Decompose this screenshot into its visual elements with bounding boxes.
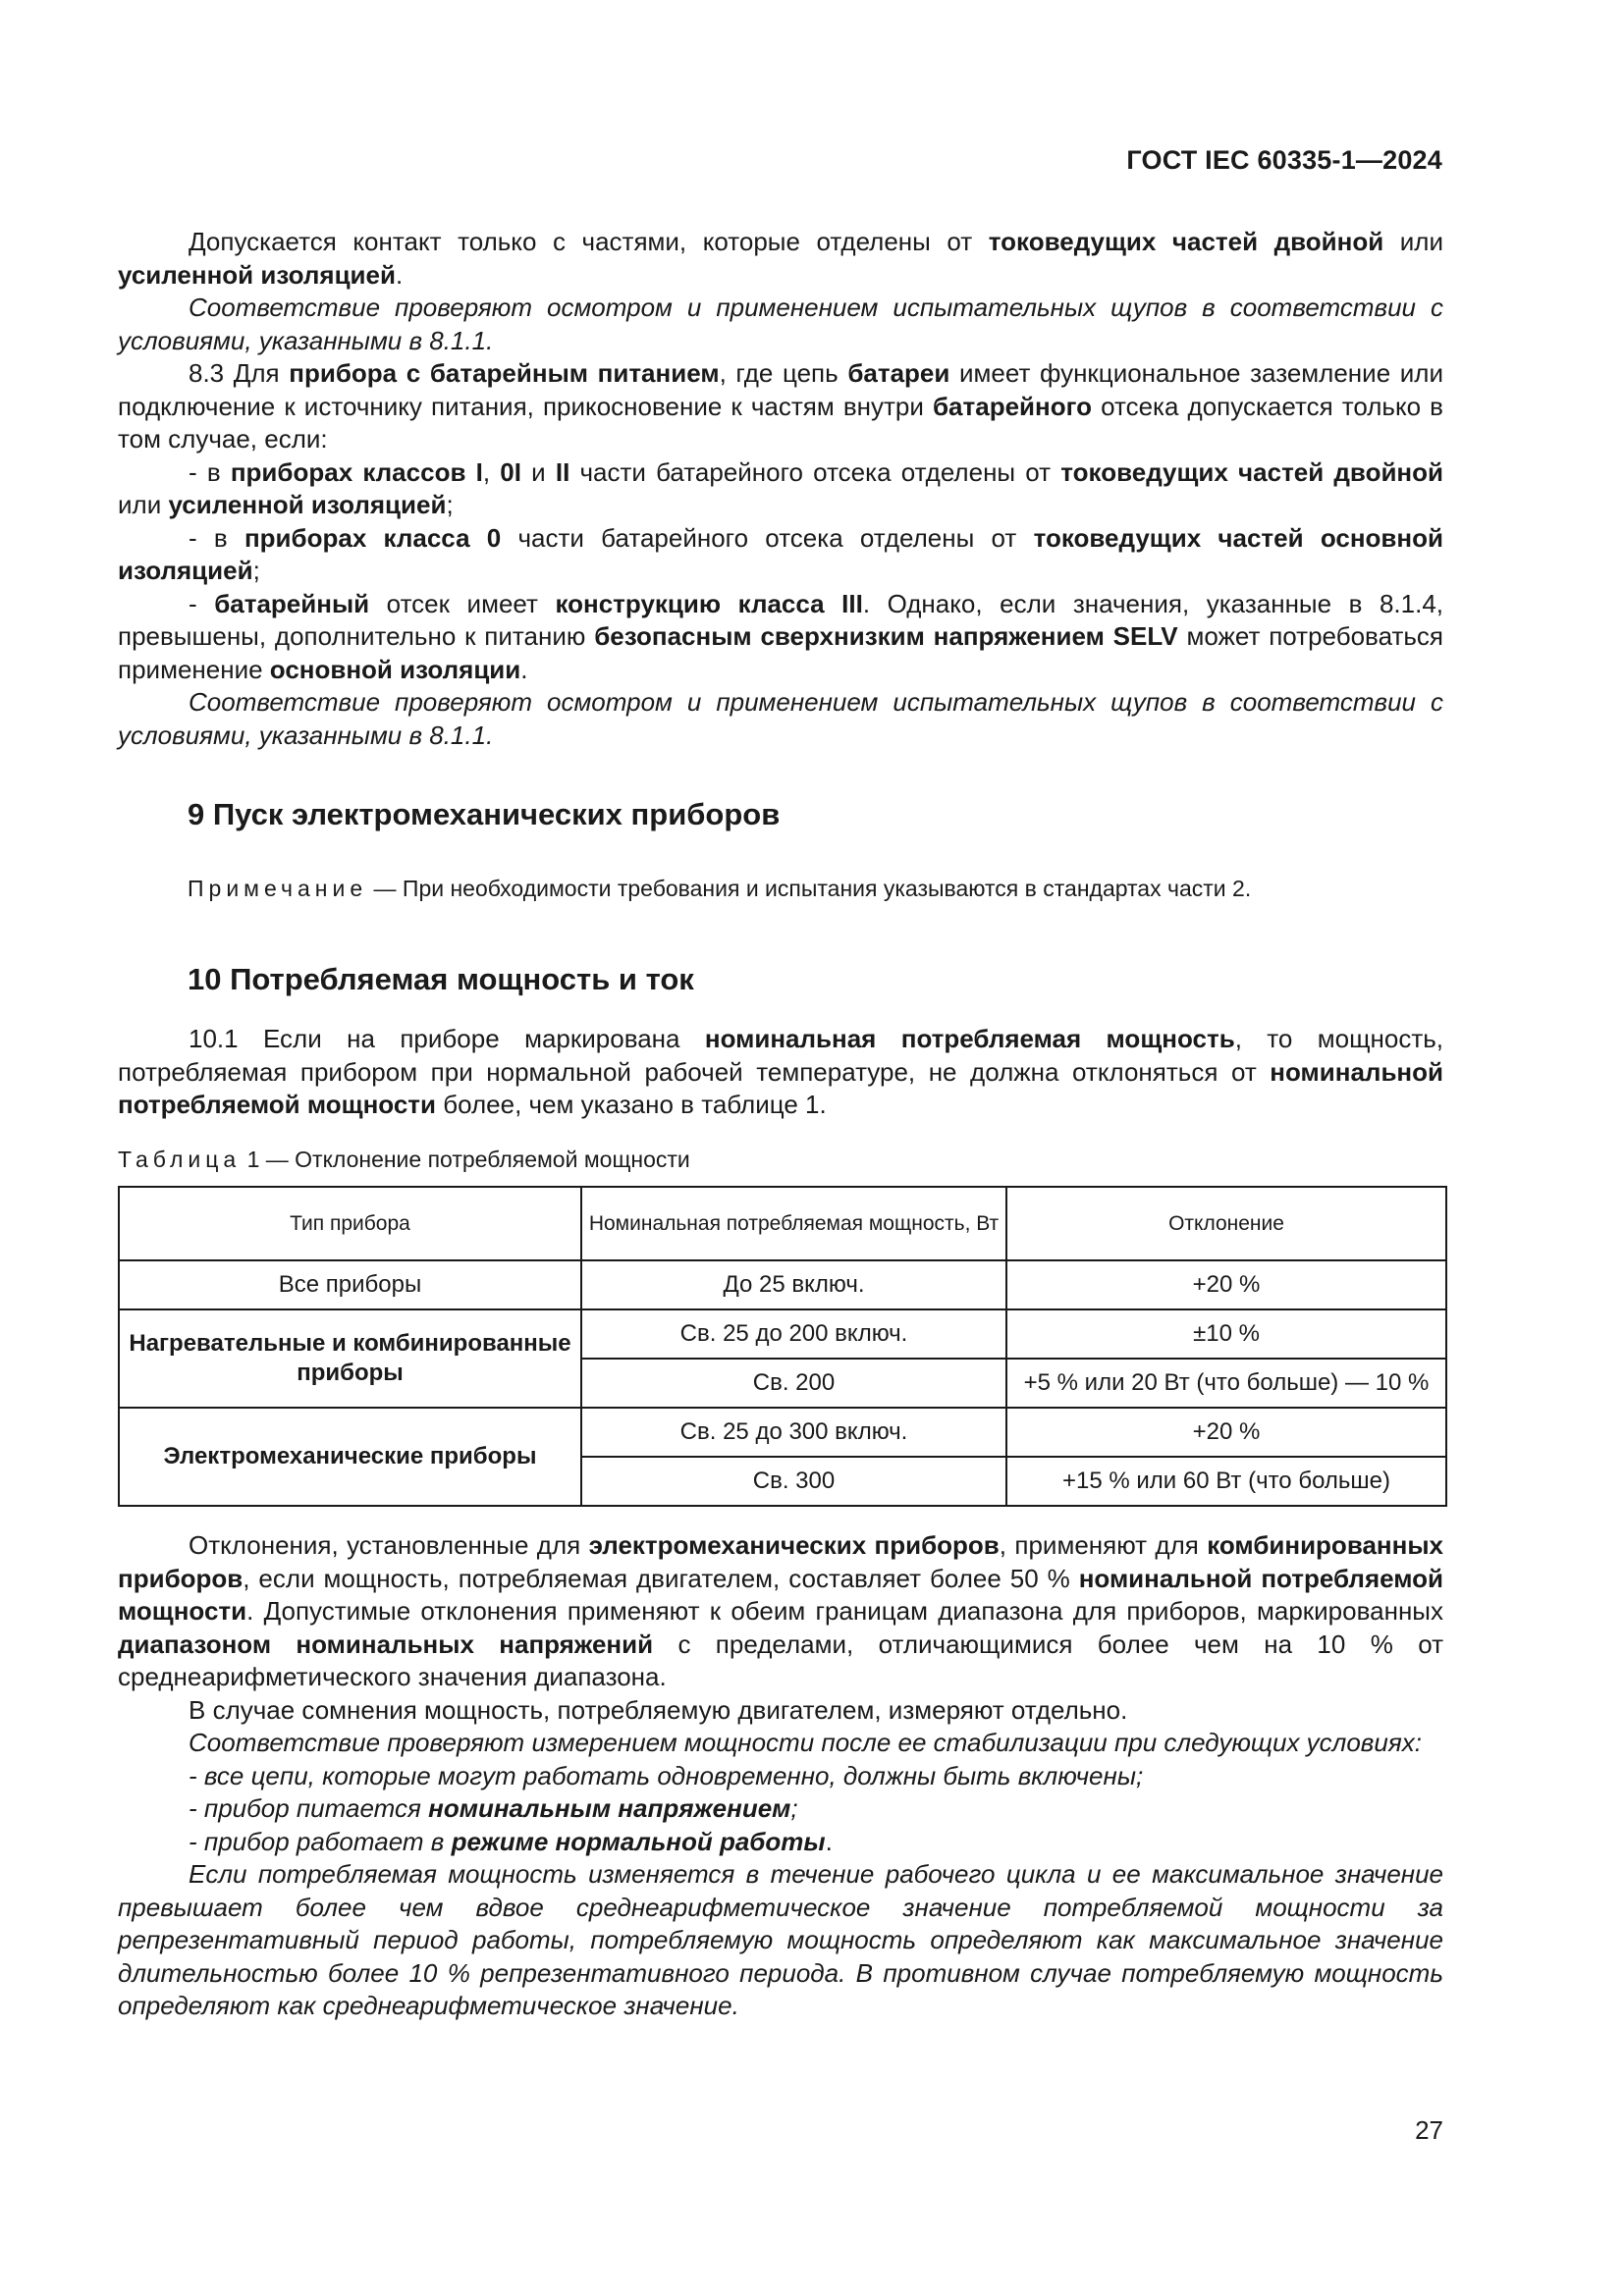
table-cell-power: Св. 200 — [581, 1359, 1006, 1408]
table-caption: Таблица 1 — Отклонение потребляемой мощности — [118, 1147, 690, 1172]
table-cell-deviation: ±10 % — [1006, 1309, 1446, 1359]
body-block-bottom — [118, 1529, 1443, 2023]
compliance-note-3: Соответствие проверяют измерением мощности после ее стабилизации при следующих условиях: — [189, 1728, 1422, 1757]
table-header-cell: Отклонение — [1006, 1187, 1446, 1260]
compliance-note-1: Соответствие проверяют осмотром и применением испытательных щупов в соответствии с условиями, указанными в 8.1.1. — [118, 293, 1443, 355]
table-header-row — [119, 1187, 1446, 1260]
list-item-class-iii: - батарейный отсек имеет конструкцию класса III. Однако, если значения, указанные в 8.1.4, превышены, дополнительно к питанию безопасным сверхнизким напряжением SELV может потребоваться применение основной изоляции. — [118, 588, 1444, 684]
paragraph-doubt: В случае сомнения мощность, потребляемую двигателем, измеряют отдельно. — [189, 1694, 1128, 1725]
section-9-heading: 9 Пуск электромеханических приборов — [188, 797, 781, 831]
condition-item: - прибор работает в режиме нормальной работы. — [189, 1826, 833, 1856]
table-cell-deviation: +20 % — [1006, 1408, 1446, 1457]
table-row — [119, 1260, 1446, 1309]
paragraph-contact: Допускается контакт только с частями, которые отделены от токоведущих частей двойной или усиленной изоляцией. — [118, 227, 1444, 290]
table-cell-power: Св. 25 до 300 включ. — [581, 1408, 1006, 1457]
page-number: 27 — [1415, 2115, 1443, 2145]
condition-item: - все цепи, которые могут работать одновременно, должны быть включены; — [189, 1760, 1144, 1790]
power-deviation-table — [118, 1186, 1447, 1507]
paragraph-10-1-block — [118, 1023, 1443, 1122]
table-cell-type: Все приборы — [119, 1260, 581, 1309]
table-cell-deviation: +15 % или 60 Вт (что больше) — [1006, 1457, 1446, 1506]
table-cell-deviation: +20 % — [1006, 1260, 1446, 1309]
section-10-heading: 10 Потребляемая мощность и ток — [188, 962, 694, 996]
compliance-note-2: Соответствие проверяют осмотром и применением испытательных щупов в соответствии с условиями, указанными в 8.1.1. — [118, 687, 1443, 750]
table-header-cell: Тип прибора — [119, 1187, 581, 1260]
table-cell-power: Св. 25 до 200 включ. — [581, 1309, 1006, 1359]
section-9-note: Примечание — При необходимости требования и испытания указываются в стандартах части 2. — [188, 876, 1252, 901]
table-cell-power: До 25 включ. — [581, 1260, 1006, 1309]
condition-item: - прибор питается номинальным напряжением; — [189, 1793, 798, 1823]
table-cell-type: Электромеханические приборы — [119, 1408, 581, 1506]
list-item-classes: - в приборах классов I, 0I и II части батарейного отсека отделены от токоведущих частей двойной или усиленной изоляцией; — [118, 456, 1444, 519]
standard-code: ГОСТ IEC 60335-1—2024 — [1126, 145, 1442, 175]
body-block-top — [118, 226, 1443, 752]
paragraph-10-1: 10.1 Если на приборе маркирована номинальная потребляемая мощность, то мощность, потребляемая прибором при нормальной рабочей температуре, не должна отклоняться от номинальной потребляемой мощности более, чем указано в таблице 1. — [118, 1024, 1443, 1119]
table-cell-type: Нагревательные и комбинированные приборы — [119, 1309, 581, 1408]
table-row — [119, 1309, 1446, 1359]
table-header-cell: Номинальная потребляемая мощность, Вт — [581, 1187, 1006, 1260]
paragraph-8-3: 8.3 Для прибора с батарейным питанием, где цепь батареи имеет функциональное заземление или подключение к источнику питания, прикосновение к частям внутри батарейного отсека допускается только в том случае, если: — [118, 358, 1443, 454]
table-row — [119, 1408, 1446, 1457]
paragraph-deviations: Отклонения, установленные для электромеханических приборов, применяют для комбинированных приборов, если мощность, потребляемая двигателем, составляет более 50 % номинальной потребляемой мощности. Допустимые отклонения применяют к обеим границам диапазона для приборов, маркированных диапазоном номинальных напряжений с пределами, отличающимися более чем на 10 % от среднеарифметического значения диапазона. — [118, 1530, 1443, 1691]
table-cell-power: Св. 300 — [581, 1457, 1006, 1506]
table-cell-deviation: +5 % или 20 Вт (что больше) — 10 % — [1006, 1359, 1446, 1408]
list-item-class-0: - в приборах класса 0 части батарейного отсека отделены от токоведущих частей основной изоляцией; — [118, 522, 1443, 585]
paragraph-cycle: Если потребляемая мощность изменяется в течение рабочего цикла и ее максимальное значение превышает более чем вдвое среднеарифметическое значение потребляемой мощности за репрезентативный период работы, потребляемую мощность определяют как максимальное значение длительностью более 10 % репрезентативного периода. В противном случае потребляемую мощность определяют как среднеарифметическое значение. — [118, 1859, 1443, 2020]
